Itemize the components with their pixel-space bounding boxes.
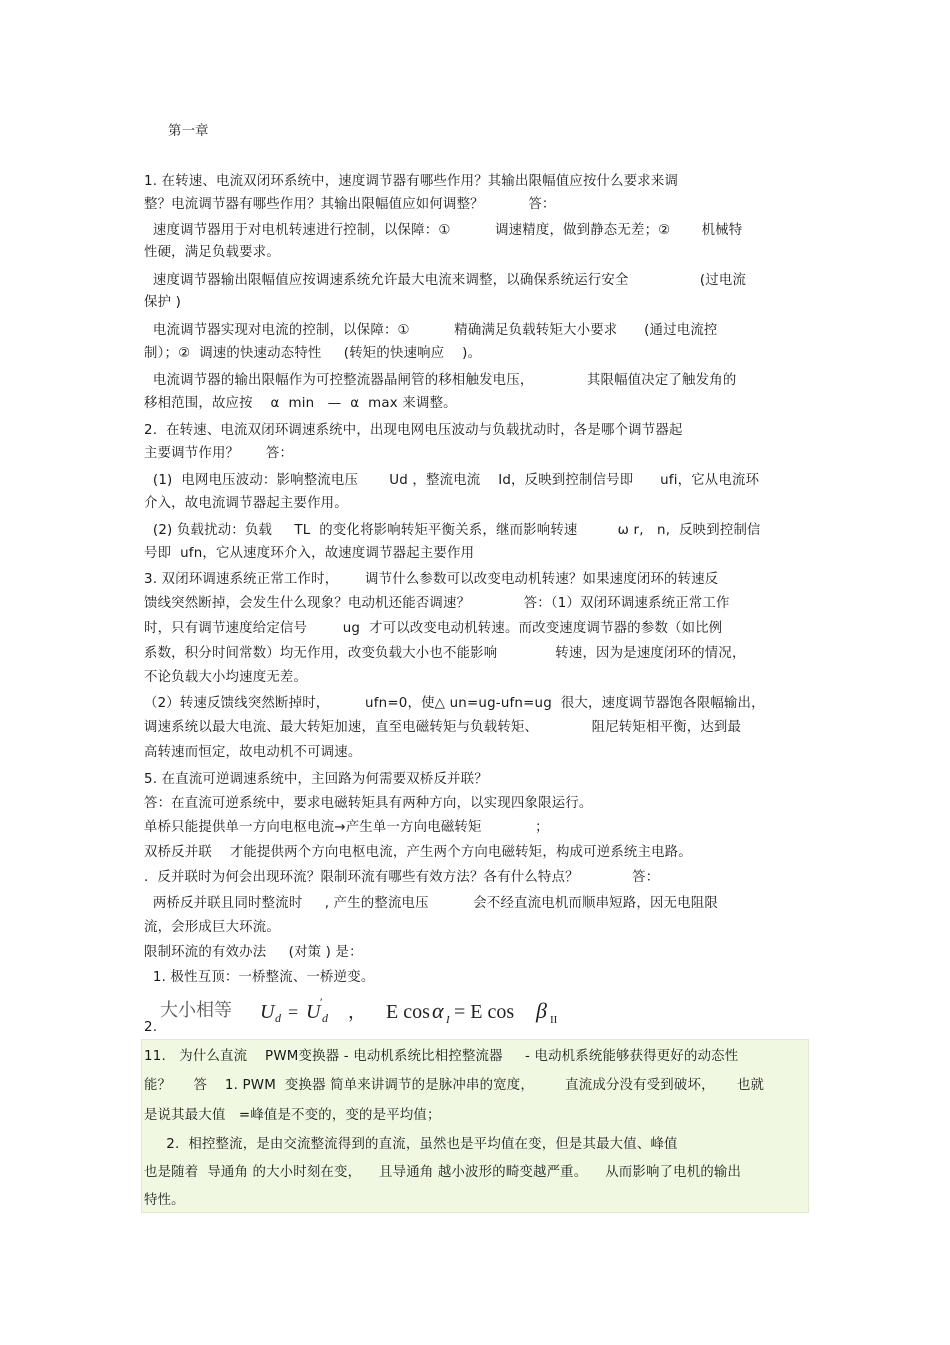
text-line: . 反并联时为何会出现环流？限制环流有哪些有效方法？各有什么特点？ 答： — [144, 870, 660, 885]
formula-image — [160, 994, 580, 1026]
text-line: 馈线突然断掉，会发生什么现象？电动机还能否调速？ 答：（1）双闭环调速系统正常工作 — [144, 596, 730, 611]
text-line: 2. 在转速、电流双闭环调速系统中，出现电网电压波动与负载扰动时，各是哪个调节器起 — [144, 423, 683, 438]
formula-beta-sub: II — [550, 1014, 558, 1026]
text-line: 主要调节作用？ 答： — [144, 446, 294, 461]
text-line: 限制环流的有效办法 (对策 ) 是： — [144, 945, 363, 960]
text-line: 特性。 — [144, 1193, 185, 1208]
text-line: 1. 极性互顶：一桥整流、一桥逆变。 — [144, 970, 375, 985]
text-line: 也是随着 导通角 的大小时刻在变， 且导通角 越小波形的畸变越严重。 从而影响了电机的输出 — [144, 1165, 742, 1180]
text-line: 系数，积分时间常数）均无作用，改变负载大小也不能影响 转速，因为是速度闭环的情况， — [144, 646, 746, 661]
text-line: 2. 相控整流，是由交流整流得到的直流，虽然也是平均值在变，但是其最大值、峰值 — [144, 1137, 678, 1152]
formula-u-right-sub: d — [322, 1011, 328, 1025]
text-line: (2) 负载扰动：负载 TL 的变化将影响转矩平衡关系，继而影响转速 ω r, n, 反映到控制信 — [144, 523, 761, 538]
text-line: 整？电流调节器有哪些作用？其输出限幅值应如何调整？ 答： — [144, 197, 556, 212]
formula-ecos-right: = E cos — [454, 1001, 515, 1023]
text-line: 是说其最大值 =峰值是不变的，变的是平均值； — [144, 1108, 441, 1123]
text-line: 不论负载大小均速度无差。 — [144, 670, 308, 685]
text-line: 介入，故电流调节器起主要作用。 — [144, 496, 348, 511]
text-line: 11. 为什么直流 PWM变换器 - 电动机系统比相控整流器 - 电动机系统能够获得更好的动态性 — [144, 1049, 739, 1064]
text-line: 答：在直流可逆系统中，要求电磁转矩具有两种方向，以实现四象限运行。 — [144, 796, 593, 811]
formula-label: 大小相等 — [160, 1000, 232, 1021]
text-line: 2. — [144, 1020, 158, 1035]
text-line: 号即 ufn，它从速度环介入，故速度调节器起主要作用 — [144, 546, 475, 561]
formula-alpha: α — [432, 998, 444, 1023]
formula-comma: ， — [348, 1002, 366, 1022]
text-line: 电流调节器实现对电流的控制，以保障：① 精确满足负载转矩大小要求 (通过电流控 — [144, 323, 718, 338]
text-line: 速度调节器用于对电机转速进行控制，以保障：① 调速精度，做到静态无差；② 机械特 — [144, 223, 743, 238]
text-line: 单桥只能提供单一方向电枢电流→产生单一方向电磁转矩 ； — [144, 820, 549, 835]
text-line: 两桥反并联且同时整流时 , 产生的整流电压 会不经直流电机而顺串短路，因无电阻限 — [144, 896, 718, 911]
text-line: 性硬，满足负载要求。 — [144, 245, 280, 260]
text-line: 流，会形成巨大环流。 — [144, 920, 280, 935]
text-line: 保护 ) — [144, 295, 182, 310]
text-line: 电流调节器的输出限幅作为可控整流器晶闸管的移相触发电压， 其限幅值决定了触发角的 — [144, 373, 737, 388]
text-line: 调速系统以最大电流、最大转矩加速，直至电磁转矩与负载转矩、 阻尼转矩相平衡，达到最 — [144, 720, 742, 735]
text-line: 移相范围，故应按 α min — α max 来调整。 — [144, 396, 457, 411]
text-line: (1) 电网电压波动：影响整流电压 Ud ，整流电流 Id，反映到控制信号即 ufi，它从电流环 — [144, 473, 760, 488]
formula-ecos-left: E cos — [386, 1001, 430, 1023]
text-line: 双桥反并联 才能提供两个方向电枢电流，产生两个方向电磁转矩，构成可逆系统主电路。 — [144, 845, 692, 860]
text-line: 制）；② 调速的快速动态特性 (转矩的快速响应 )。 — [144, 346, 482, 361]
text-line: （2）转速反馈线突然断掉时， ufn=0，使△ un=ug-ufn=ug 很大，速度调节器饱各限幅输出， — [144, 696, 765, 711]
formula-alpha-sub: I — [446, 1014, 450, 1026]
text-line: 5. 在直流可逆调速系统中，主回路为何需要双桥反并联？ — [144, 772, 488, 787]
formula-eq: = — [288, 1002, 299, 1022]
formula-u-right: U — [306, 1001, 321, 1023]
text-line: 速度调节器输出限幅值应按调速系统允许最大电流来调整，以确保系统运行安全 (过电流 — [144, 273, 747, 288]
formula-u-left-sub: d — [275, 1011, 281, 1025]
highlight-box — [141, 1039, 809, 1213]
text-line: 3. 双闭环调速系统正常工作时， 调节什么参数可以改变电动机转速？如果速度闭环的转速反 — [144, 572, 719, 587]
text-line: 能？ 答 1. PWM 变换器 简单来讲调节的是脉冲串的宽度， 直流成分没有受到破坏， 也就 — [144, 1078, 765, 1093]
text-line: 时，只有调节速度给定信号 ug 才可以改变电动机转速。而改变速度调节器的参数（如比例 — [144, 621, 723, 636]
text-line: 高转速而恒定，故电动机不可调速。 — [144, 745, 362, 760]
chapter-title: 第一章 — [168, 124, 209, 139]
text-line: 1. 在转速、电流双闭环系统中，速度调节器有哪些作用？其输出限幅值应按什么要求来调 — [144, 174, 679, 189]
formula-u-left: U — [260, 1001, 275, 1023]
formula-beta: β — [536, 998, 547, 1023]
formula-prime: ′ — [320, 995, 323, 1009]
